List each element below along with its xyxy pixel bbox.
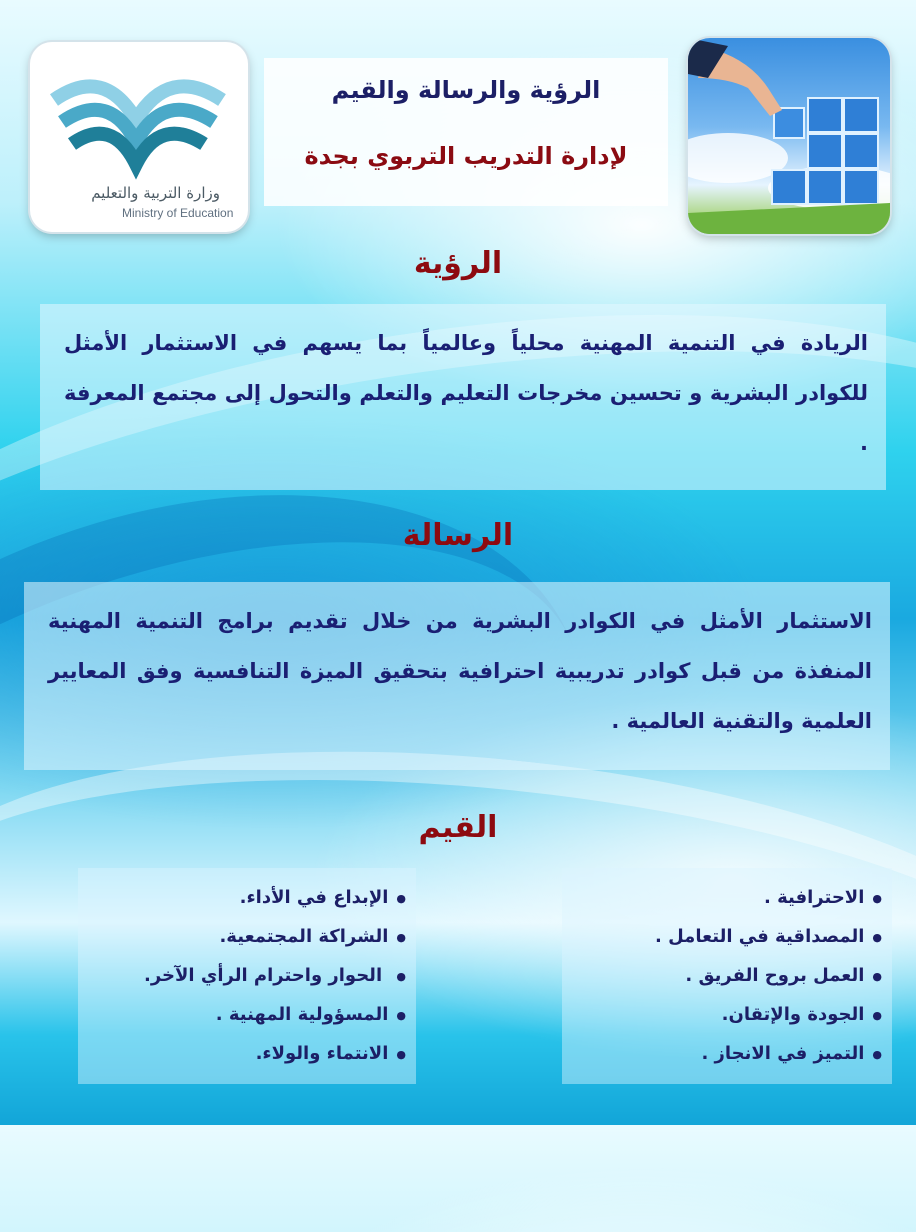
vision-heading: الرؤية: [413, 246, 503, 281]
mission-panel: [24, 582, 890, 770]
bullet-icon: ●: [872, 969, 882, 983]
title-panel: [264, 58, 668, 206]
bullet-icon: ●: [872, 1008, 882, 1022]
logo-arabic-text: وزارة التربية والتعليم: [91, 184, 220, 202]
list-item: ●المسؤولية المهنية .: [215, 1004, 406, 1025]
page-subtitle: لإدارة التدريب التربوي بجدة: [304, 142, 628, 170]
list-item: ● الحوار واحترام الرأي الآخر.: [143, 965, 406, 986]
list-item: ●المصداقية في التعامل .: [655, 926, 882, 947]
logo-english-text: Ministry of Education: [122, 206, 234, 220]
bullet-icon: ●: [396, 1047, 406, 1061]
bullet-icon: ●: [396, 930, 406, 944]
ministry-logo: [30, 42, 248, 232]
bullet-icon: ●: [872, 930, 882, 944]
page-title: الرؤية والرسالة والقيم: [331, 76, 601, 104]
list-item: ●التميز في الانجاز .: [701, 1043, 882, 1064]
list-item: ●الاحترافية .: [763, 887, 882, 908]
list-item: ●الانتماء والولاء.: [255, 1043, 406, 1064]
list-item: ●الشراكة المجتمعية.: [219, 926, 406, 947]
bullet-icon: ●: [396, 1008, 406, 1022]
list-item: ●الجودة والإتقان.: [721, 1004, 882, 1025]
values-list-right: [562, 868, 892, 1084]
vision-panel: [40, 304, 886, 490]
mission-text: الاستثمار الأمثل في الكوادر البشرية من خلال تقديم برامج التنمية المهنية المنفذة من قبل كوادر تدريبية احترافية بتحقيق الميزة التنافسية وفق المعايير العلمية والتقنية العالمية .: [48, 609, 872, 733]
values-list-left: [78, 868, 416, 1084]
mission-heading: الرسالة: [402, 518, 514, 553]
values-heading: القيم: [418, 810, 498, 845]
list-item: ●العمل بروح الفريق .: [685, 965, 882, 986]
vision-text: الريادة في التنمية المهنية محلياً وعالمياً بما يسهم في الاستثمار الأمثل للكوادر البشرية و تحسين مخرجات التعليم والتعلم والتحول إلى مجتمع المعرفة .: [64, 331, 868, 455]
bullet-icon: ●: [396, 891, 406, 905]
bullet-icon: ●: [396, 969, 406, 983]
hand-cube-illustration: [688, 38, 890, 234]
bullet-icon: ●: [872, 891, 882, 905]
book-logo-icon: [44, 60, 234, 180]
background-swoosh: [0, 383, 669, 1217]
bullet-icon: ●: [872, 1047, 882, 1061]
list-item: ●الإبداع في الأداء.: [239, 887, 406, 908]
hand-blocks-photo: [688, 38, 890, 234]
